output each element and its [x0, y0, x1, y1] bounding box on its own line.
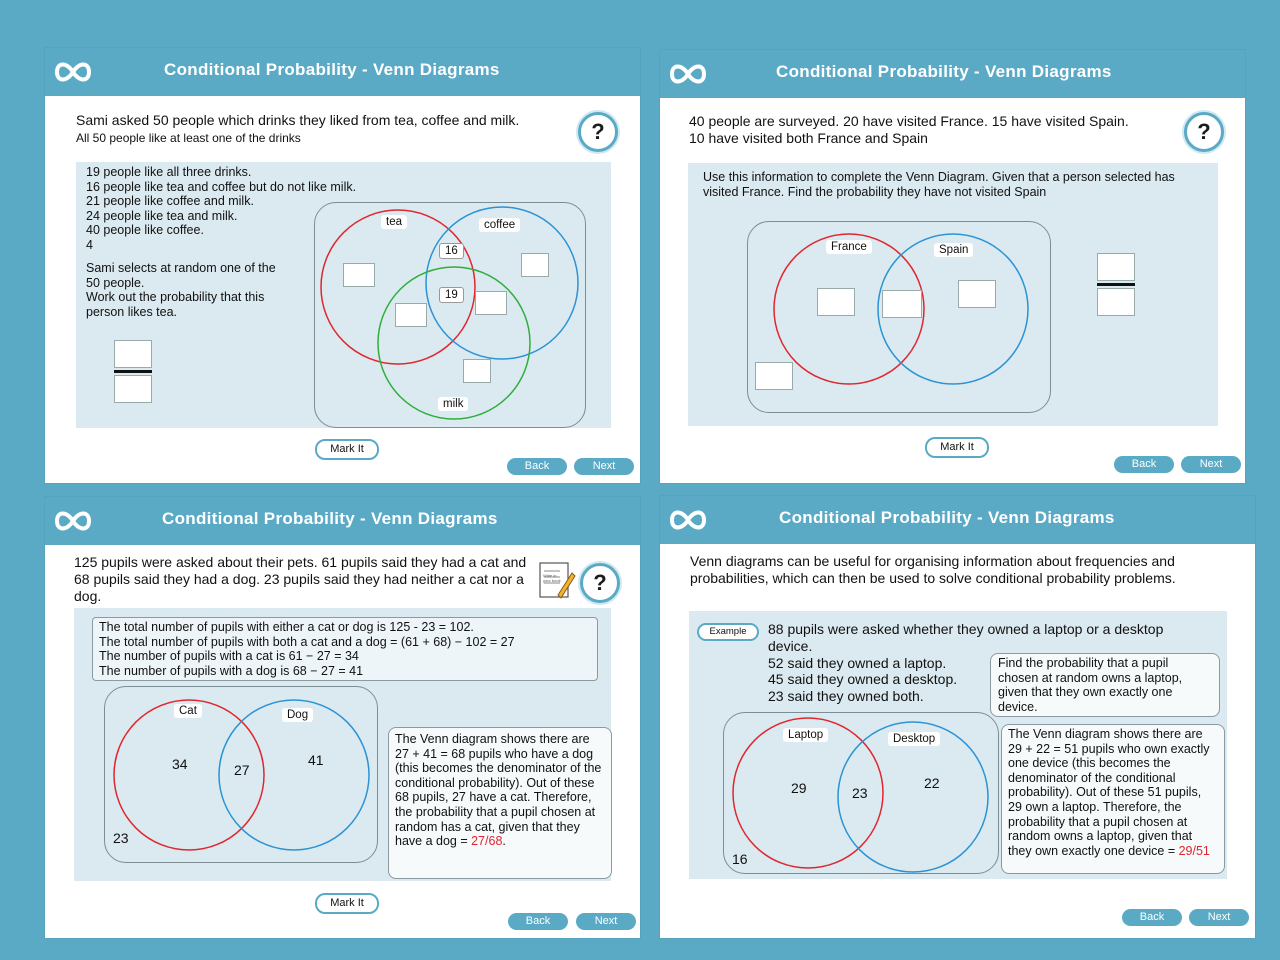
back-button[interactable]: Back [1114, 456, 1174, 473]
answer-value: 27/68 [471, 834, 503, 849]
fact-line: 19 people like all three drinks. [86, 165, 252, 179]
help-button[interactable]: ? [580, 563, 620, 603]
desktop-label: Desktop [888, 732, 940, 746]
working-box [92, 617, 598, 681]
question-area [688, 163, 1218, 426]
next-button[interactable]: Next [1181, 456, 1241, 473]
explanation-text: The Venn diagram shows there are 27 + 41 = 68 pupils who have a dog (this becomes the denominator of the conditional probability). Out of these 68 pupils, 27 have a cat. Therefore, the probability that a pupil chosen at random has a cat, given that they have a dog = [395, 732, 602, 849]
dog-label: Dog [282, 708, 313, 722]
laptop-label: Laptop [783, 728, 828, 742]
slide-title: Conditional Probability - Venn Diagrams [779, 508, 1115, 527]
france-only-input[interactable] [817, 288, 855, 316]
help-button[interactable]: ? [578, 112, 618, 152]
neither-input[interactable] [755, 362, 793, 390]
tea-coffee-value: 16 [439, 243, 464, 259]
laptop-only-value: 29 [791, 780, 807, 796]
next-button[interactable]: Next [574, 458, 634, 475]
slide-header [45, 497, 640, 545]
spain-only-input[interactable] [958, 280, 996, 308]
milk-only-input[interactable] [463, 359, 491, 383]
mark-it-button[interactable]: Mark It [315, 439, 379, 460]
denominator-input[interactable] [114, 375, 152, 403]
slide-header [660, 496, 1255, 544]
answer-fraction [1097, 253, 1135, 316]
slide-header [45, 48, 640, 96]
fact-line: 4 [86, 237, 93, 252]
next-button[interactable]: Next [576, 913, 636, 930]
denominator-input[interactable] [1097, 288, 1135, 316]
coffee-only-input[interactable] [521, 253, 549, 277]
numerator-input[interactable] [114, 340, 152, 368]
spain-label: Spain [934, 243, 973, 257]
milk-label: milk [438, 397, 468, 411]
slide-panel-4 [660, 496, 1255, 938]
slide-title: Conditional Probability - Venn Diagrams [162, 509, 498, 528]
question-text: 40 people are surveyed. 20 have visited France. 15 have visited Spain. 10 have visited both France and Spain [689, 113, 1129, 146]
neither-value: 23 [113, 830, 129, 846]
task-line: person likes tea. [86, 304, 178, 319]
explanation-box [1001, 724, 1225, 874]
answer-value: 29/51 [1178, 843, 1210, 858]
slide-title: Conditional Probability - Venn Diagrams [776, 62, 1112, 81]
venn-diagram [747, 221, 1051, 413]
slide-panel-3 [45, 497, 640, 938]
france-label: France [826, 240, 872, 254]
venn-diagram [104, 686, 378, 863]
example-fact: 52 said they owned a laptop. [768, 655, 947, 671]
slide-header [660, 50, 1245, 98]
task-text: Use this information to complete the Venn Diagram. Given that a person selected has visited France. Find the probability they have not visited Spain [703, 170, 1175, 199]
question-text: 125 pupils were asked about their pets. 61 pupils said they had a cat and 68 pupils said they had a dog. 23 pupils said they had neither a cat nor a dog. [74, 554, 527, 604]
next-button[interactable]: Next [1189, 909, 1249, 926]
neither-value: 16 [732, 851, 748, 867]
task-line: Sami selects at random one of the [86, 261, 276, 275]
task-line: 50 people. [86, 275, 145, 290]
question-main: Sami asked 50 people which drinks they liked from tea, coffee and milk. [76, 112, 520, 128]
back-button[interactable]: Back [507, 458, 567, 475]
slide-panel-2 [660, 50, 1245, 483]
both-input[interactable] [882, 290, 922, 318]
fraction-bar [114, 370, 152, 373]
task-text [86, 261, 316, 319]
fact-line: 24 people like tea and milk. [86, 208, 238, 223]
question-box: Find the probability that a pupil chosen at random owns a laptop, given that they own exactly one device. [990, 653, 1220, 717]
answer-fraction [114, 340, 152, 403]
fraction-bar [1097, 283, 1135, 286]
both-value: 27 [234, 762, 250, 778]
both-value: 23 [852, 785, 868, 801]
coffee-label: coffee [479, 218, 520, 232]
all-three-value: 19 [439, 287, 464, 303]
dog-only-value: 41 [308, 752, 324, 768]
example-intro: 88 pupils were asked whether they owned a laptop or a desktop device. [768, 621, 1164, 654]
question-text [76, 112, 526, 147]
explanation-box [388, 727, 612, 879]
example-fact: 23 said they owned both. [768, 688, 924, 704]
working-line: The number of pupils with a cat is 61 − 27 = 34 [99, 649, 359, 663]
tea-only-input[interactable] [343, 263, 375, 287]
slide-title: Conditional Probability - Venn Diagrams [164, 60, 500, 79]
venn-diagram [723, 712, 999, 874]
example-badge: Example [697, 623, 759, 641]
desktop-only-value: 22 [924, 775, 940, 791]
back-button[interactable]: Back [1122, 909, 1182, 926]
question-area [74, 608, 611, 881]
cat-label: Cat [174, 704, 202, 718]
infinity-logo-icon [53, 507, 93, 535]
infinity-logo-icon [668, 506, 708, 534]
mark-it-button[interactable]: Mark It [925, 437, 989, 458]
question-note: All 50 people like at least one of the drinks [76, 131, 301, 145]
write-in-book-icon [538, 559, 576, 601]
tea-milk-input[interactable] [395, 303, 427, 327]
tea-label: tea [381, 215, 407, 229]
example-fact: 45 said they owned a desktop. [768, 671, 958, 687]
write-in-book-text: Write in your book [543, 573, 561, 583]
infinity-logo-icon [53, 58, 93, 86]
back-button[interactable]: Back [508, 913, 568, 930]
fact-line: 16 people like tea and coffee but do not like milk. [86, 179, 357, 194]
infinity-logo-icon [668, 60, 708, 88]
help-button[interactable]: ? [1184, 112, 1224, 152]
question-area [76, 162, 611, 428]
explanation-end: . [502, 834, 506, 849]
fact-line: 21 people like coffee and milk. [86, 194, 254, 209]
fact-line: 40 people like coffee. [86, 223, 204, 238]
numerator-input[interactable] [1097, 253, 1135, 281]
coffee-milk-input[interactable] [475, 291, 507, 315]
example-area [689, 611, 1227, 879]
intro-text: Venn diagrams can be useful for organising information about frequencies and probabilities, which can then be used to solve conditional probability problems. [690, 553, 1176, 586]
working-line: The total number of pupils with both a cat and a dog = (61 + 68) − 102 = 27 [99, 634, 515, 649]
slide-panel-1 [45, 48, 640, 483]
mark-it-button[interactable]: Mark It [315, 893, 379, 914]
working-line: The number of pupils with a dog is 68 − 27 = 41 [99, 663, 364, 678]
task-line: Work out the probability that this [86, 290, 265, 305]
venn-circles [315, 203, 585, 427]
explanation-text: The Venn diagram shows there are 29 + 22 = 51 pupils who own exactly one device (this becomes the denominator of the conditional probability). Out of these 51 pupils, 29 own a laptop. Therefore, the probability that a pupil chosen at random owns a laptop, given that they own exactly one device = [1008, 727, 1210, 858]
working-line: The total number of pupils with either a cat or dog is 125 - 23 = 102. [99, 620, 474, 634]
venn-diagram [314, 202, 586, 428]
cat-only-value: 34 [172, 756, 188, 772]
